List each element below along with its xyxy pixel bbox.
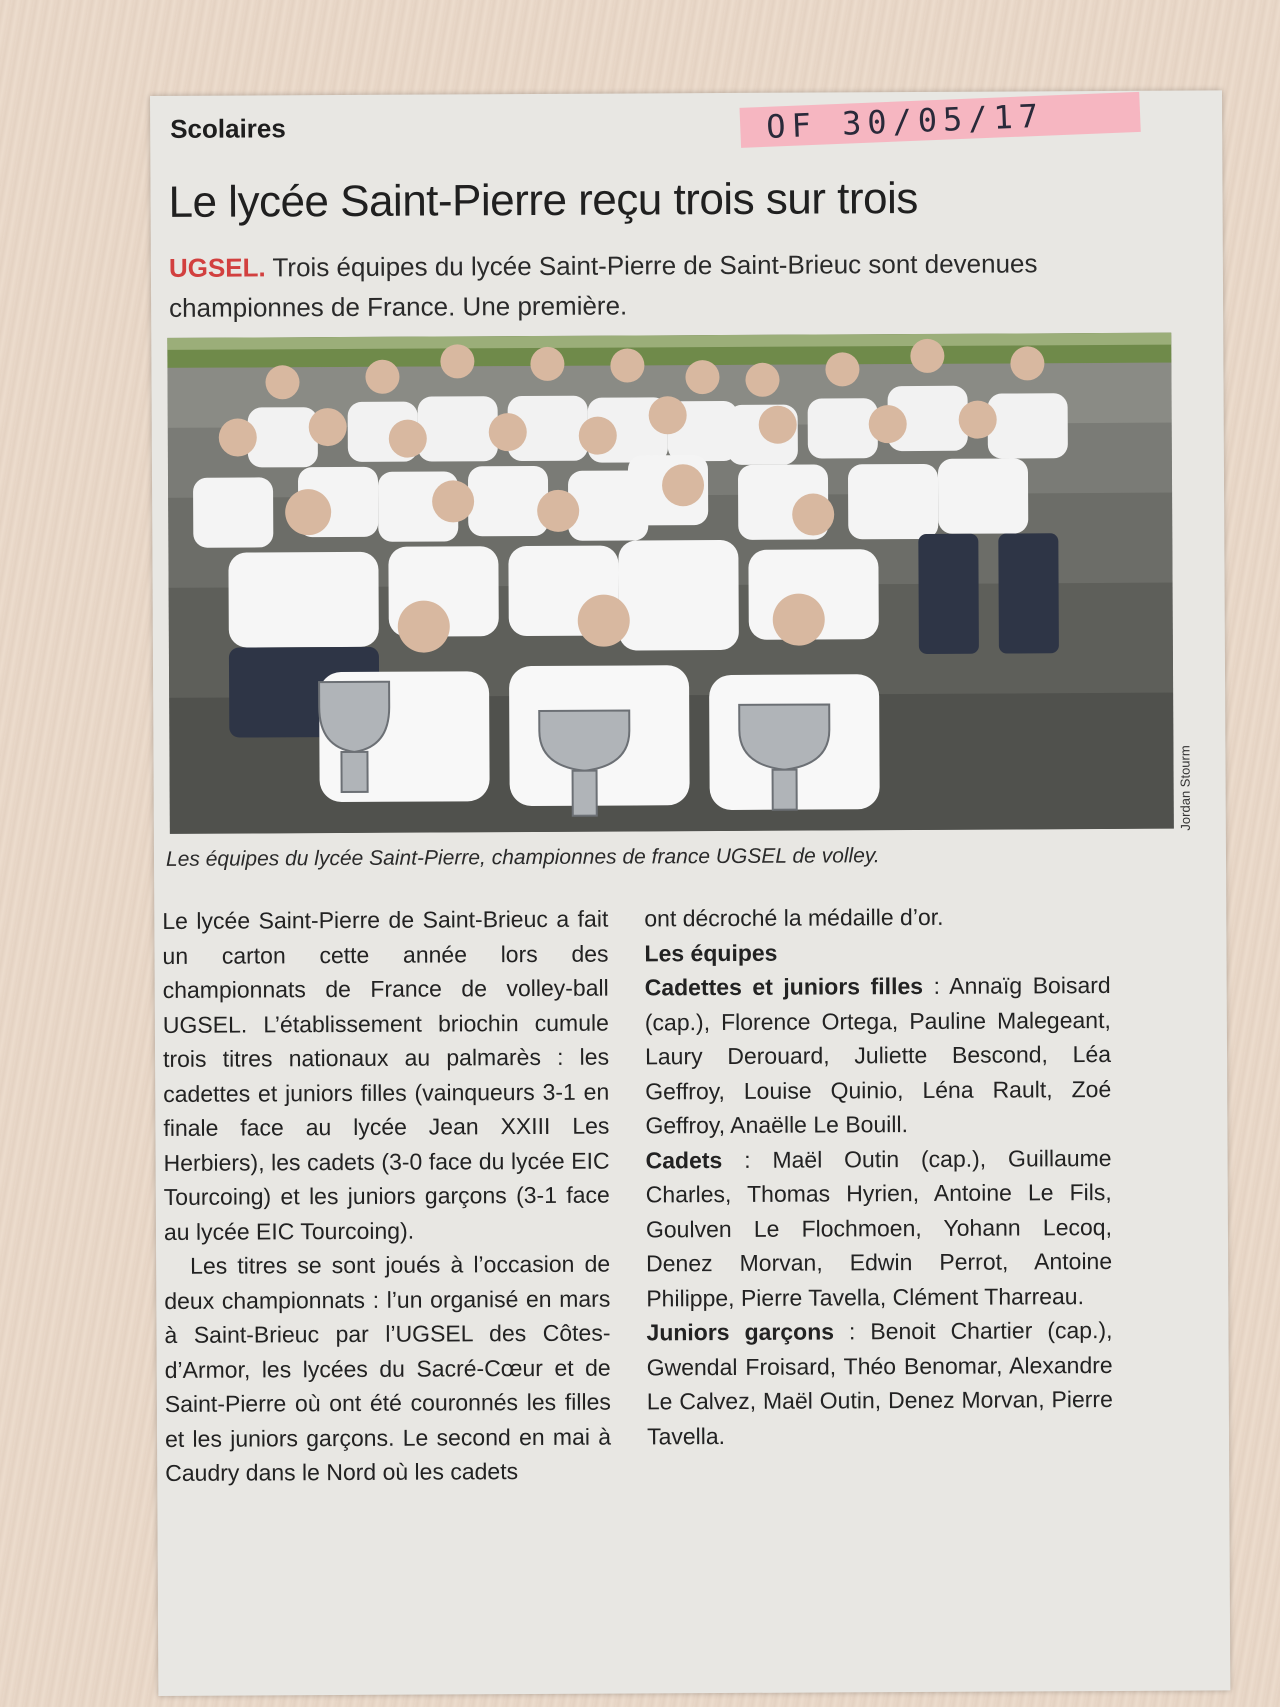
section-rubric: Scolaires <box>170 113 286 144</box>
article-headline: Le lycée Saint-Pierre reçu trois sur trois <box>168 173 918 227</box>
newspaper-clipping <box>150 90 1230 1696</box>
team-roster <box>645 968 1112 1143</box>
team-players: : Maël Outin (cap.), Guillaume Charles, Thomas Hyrien, Antoine Le Fils, Goulven Le Flochmoen, Yohann Lecoq, Denez Morvan, Edwin Perrot, Antoine Philippe, Pierre Tavella, Clément Tharreau. <box>645 1144 1113 1311</box>
team-photo-illustration <box>167 333 1174 834</box>
team-roster <box>646 1313 1113 1453</box>
team-roster <box>645 1140 1112 1315</box>
standfirst-text: Trois équipes du lycée Saint-Pierre de Saint-Brieuc sont devenues championnes de France. Une première. <box>169 248 1038 323</box>
team-label: Juniors garçons <box>646 1318 835 1346</box>
team-players: : Annaïg Boisard (cap.), Florence Ortega, Pauline Malegeant, Laury Derouard, Juliette Bescond, Léa Geffroy, Louise Quinio, Léna Rault, Zoé Geffroy, Anaëlle Le Bouill. <box>644 971 1112 1139</box>
photo-caption: Les équipes du lycée Saint-Pierre, championnes de france UGSEL de volley. <box>165 844 880 871</box>
article-standfirst <box>169 243 1069 328</box>
article-paragraph-end: ont décroché la médaille d’or. <box>644 903 944 932</box>
teams-heading: Les équipes <box>644 939 778 966</box>
team-players: : Benoit Chartier (cap.), Gwendal Froisard, Théo Benomar, Alexandre Le Calvez, Maël Outin, Denez Morvan, Pierre Tavella. <box>646 1316 1113 1449</box>
team-label: Cadettes et juniors filles <box>644 972 924 1001</box>
handwritten-date-stamp: OF 30/05/17 <box>739 92 1140 148</box>
photo-credit: Jordan Stourm <box>1177 745 1193 831</box>
article-column-left <box>162 902 611 1491</box>
team-label: Cadets <box>645 1146 723 1173</box>
article-paragraph: Le lycée Saint-Pierre de Saint-Brieuc a fait un carton cette année lors des championnats de France de volley-ball UGSEL. L’établissement briochin cumule trois titres nationaux au palmarès : les cadettes et juniors filles (vainqueurs 3-1 en finale face au lycée Jean XXIII Les Herbiers), les cadets (3-0 face du lycée EIC Tourcoing) et les juniors garçons (3-1 face au lycée EIC Tourcoing). <box>162 905 610 1245</box>
article-paragraph: Les titres se sont joués à l’occasion de deux championnats : l’un organisé en mars à Saint-Brieuc par l’UGSEL des Côtes-d’Armor, les lycées du Sacré-Cœur et de Saint-Pierre où ont été couronnés les filles et les juniors garçons. Le second en mai à Caudry dans le Nord où les cadets <box>164 1250 612 1486</box>
article-column-right <box>644 899 1113 1453</box>
standfirst-tag: UGSEL. <box>168 252 266 283</box>
team-photo <box>167 333 1174 834</box>
